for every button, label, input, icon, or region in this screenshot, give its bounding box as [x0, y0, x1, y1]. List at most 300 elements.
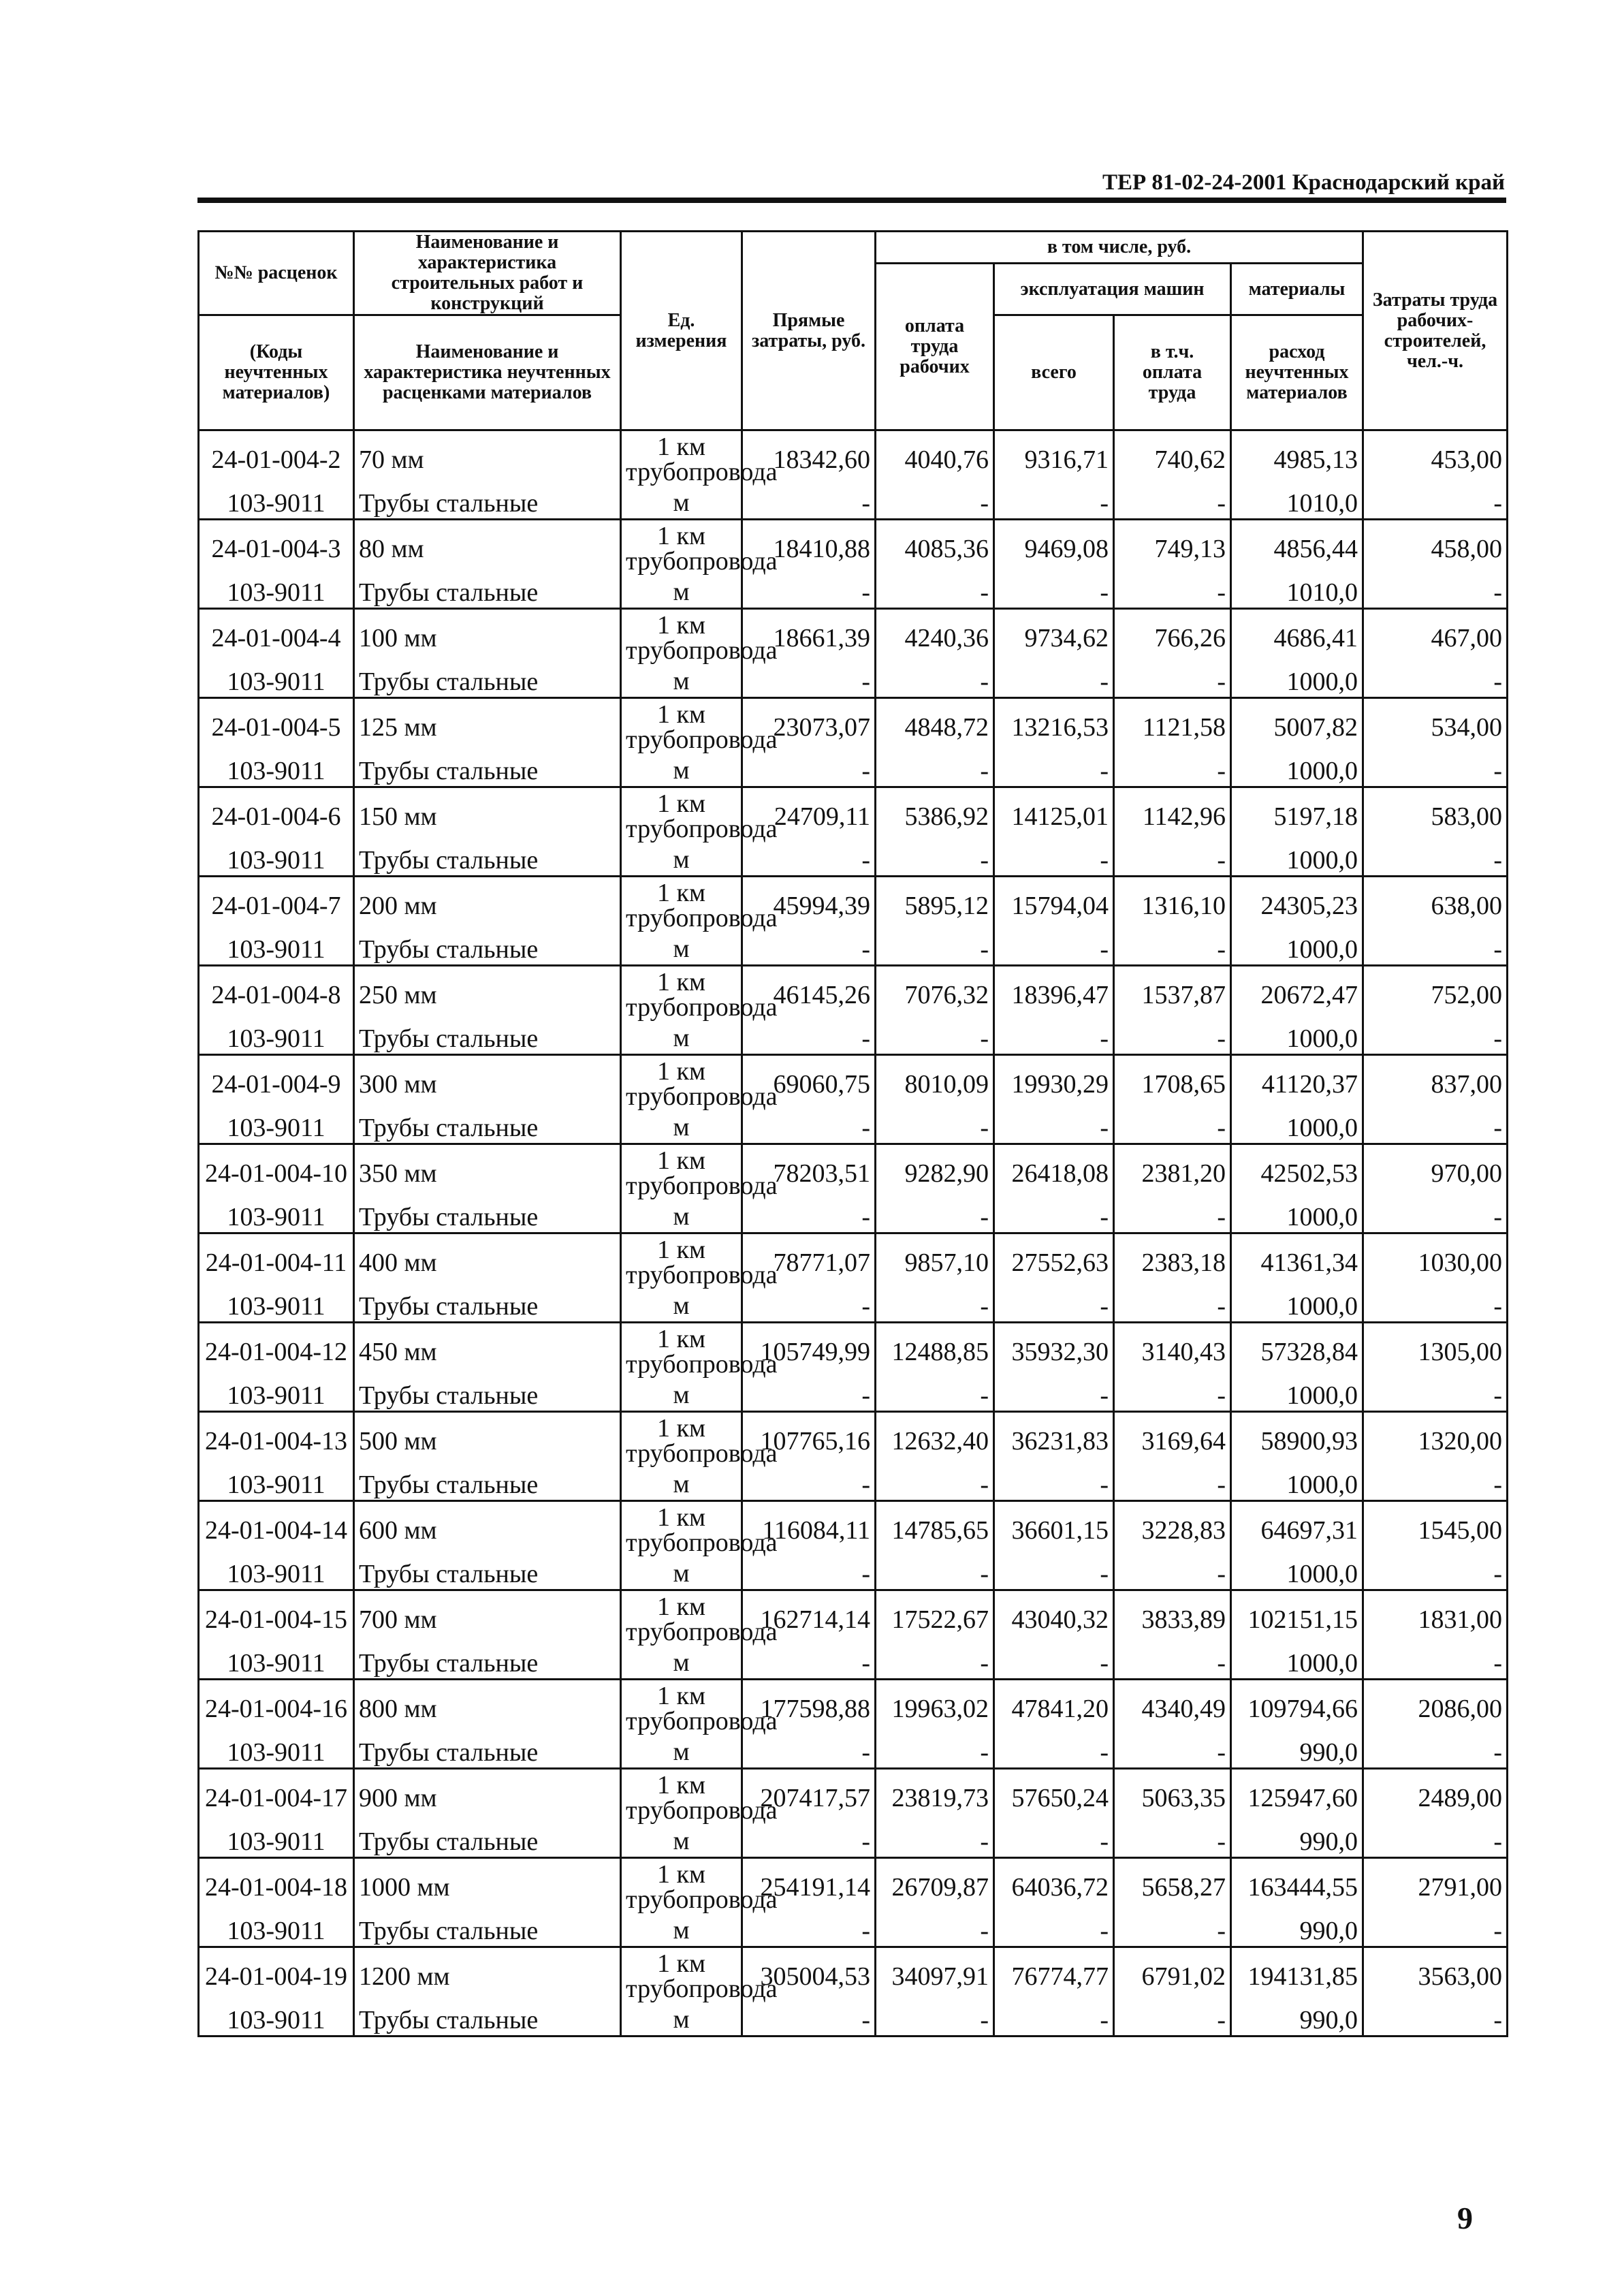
material-name: Трубы стальные [354, 1470, 621, 1501]
dash-cell: - [876, 756, 994, 787]
direct-costs: 305004,53 [742, 1947, 876, 2005]
direct-costs: 254191,14 [742, 1858, 876, 1916]
dash-cell: - [876, 1559, 994, 1590]
dash-cell: - [1114, 1024, 1231, 1055]
rates-table [197, 230, 1508, 2037]
direct-costs: 162714,14 [742, 1590, 876, 1648]
dash-cell: - [1114, 1381, 1231, 1412]
dash-cell: - [742, 934, 876, 966]
dash-cell: - [1114, 1202, 1231, 1233]
dash-cell: - [1363, 2005, 1508, 2036]
materials: 24305,23 [1231, 877, 1363, 934]
machines-total: 9316,71 [994, 430, 1114, 488]
dash-cell: - [876, 1827, 994, 1858]
table-row [199, 877, 1508, 934]
dash-cell: - [876, 578, 994, 609]
dash-cell: - [1114, 578, 1231, 609]
material-code: 103-9011 [199, 1470, 354, 1501]
table-row [199, 430, 1508, 488]
dash-cell: - [994, 1737, 1114, 1769]
material-name: Трубы стальные [354, 1648, 621, 1680]
materials: 41120,37 [1231, 1055, 1363, 1113]
header-machines-total: всего [994, 315, 1114, 430]
material-quantity: 1000,0 [1231, 1291, 1363, 1323]
materials: 4686,41 [1231, 609, 1363, 667]
dash-cell: - [876, 1113, 994, 1144]
material-code: 103-9011 [199, 2005, 354, 2036]
material-name: Трубы стальные [354, 756, 621, 787]
material-row [199, 756, 1508, 787]
work-name: 125 мм [354, 698, 621, 756]
material-quantity: 990,0 [1231, 1916, 1363, 1947]
dash-cell: - [1363, 1916, 1508, 1947]
labor-hours: 1305,00 [1363, 1323, 1508, 1381]
direct-costs: 105749,99 [742, 1323, 876, 1381]
machines-labor: 5063,35 [1114, 1769, 1231, 1827]
material-unit: м [621, 1470, 742, 1501]
machines-labor: 1316,10 [1114, 877, 1231, 934]
machines-labor: 1142,96 [1114, 787, 1231, 845]
direct-costs: 78771,07 [742, 1233, 876, 1291]
work-name: 200 мм [354, 877, 621, 934]
material-unit: м [621, 578, 742, 609]
dash-cell: - [742, 1827, 876, 1858]
dash-cell: - [1363, 1202, 1508, 1233]
material-row [199, 1470, 1508, 1501]
dash-cell: - [876, 1202, 994, 1233]
dash-cell: - [1114, 1737, 1231, 1769]
work-name: 70 мм [354, 430, 621, 488]
dash-cell: - [994, 1113, 1114, 1144]
labor-pay: 8010,09 [876, 1055, 994, 1113]
dash-cell: - [1114, 845, 1231, 877]
dash-cell: - [876, 1381, 994, 1412]
table-row [199, 1590, 1508, 1648]
labor-pay: 14785,65 [876, 1501, 994, 1559]
dash-cell: - [742, 1737, 876, 1769]
header-unit: Ед. измерения [621, 232, 742, 430]
dash-cell: - [1363, 1737, 1508, 1769]
material-unit: м [621, 1113, 742, 1144]
dash-cell: - [1363, 1648, 1508, 1680]
material-unit: м [621, 1737, 742, 1769]
material-code: 103-9011 [199, 1559, 354, 1590]
table-row [199, 966, 1508, 1024]
dash-cell: - [994, 934, 1114, 966]
material-name: Трубы стальные [354, 1202, 621, 1233]
labor-hours: 970,00 [1363, 1144, 1508, 1202]
material-unit: м [621, 1024, 742, 1055]
machines-total: 18396,47 [994, 966, 1114, 1024]
rate-code: 24-01-004-11 [199, 1233, 354, 1291]
rate-code: 24-01-004-16 [199, 1680, 354, 1737]
header-code-top: №№ расценок [199, 232, 354, 315]
machines-total: 15794,04 [994, 877, 1114, 934]
dash-cell: - [876, 1024, 994, 1055]
unit-of-measure: 1 км трубопровода [621, 609, 742, 667]
direct-costs: 78203,51 [742, 1144, 876, 1202]
material-quantity: 1000,0 [1231, 1470, 1363, 1501]
dash-cell: - [994, 756, 1114, 787]
unit-of-measure: 1 км трубопровода [621, 1947, 742, 2005]
labor-pay: 17522,67 [876, 1590, 994, 1648]
labor-pay: 7076,32 [876, 966, 994, 1024]
labor-pay: 26709,87 [876, 1858, 994, 1916]
material-quantity: 1000,0 [1231, 1559, 1363, 1590]
machines-total: 13216,53 [994, 698, 1114, 756]
labor-hours: 1545,00 [1363, 1501, 1508, 1559]
material-quantity: 1000,0 [1231, 756, 1363, 787]
dash-cell: - [876, 667, 994, 698]
labor-hours: 2086,00 [1363, 1680, 1508, 1737]
work-name: 150 мм [354, 787, 621, 845]
material-code: 103-9011 [199, 1648, 354, 1680]
dash-cell: - [1363, 578, 1508, 609]
labor-pay: 4085,36 [876, 520, 994, 578]
materials: 194131,85 [1231, 1947, 1363, 2005]
labor-hours: 837,00 [1363, 1055, 1508, 1113]
rate-code: 24-01-004-7 [199, 877, 354, 934]
header-machines: эксплуатация машин [994, 264, 1231, 315]
material-name: Трубы стальные [354, 1737, 621, 1769]
materials: 64697,31 [1231, 1501, 1363, 1559]
rate-code: 24-01-004-17 [199, 1769, 354, 1827]
labor-hours: 458,00 [1363, 520, 1508, 578]
dash-cell: - [1114, 1113, 1231, 1144]
dash-cell: - [742, 488, 876, 520]
material-unit: м [621, 1202, 742, 1233]
unit-of-measure: 1 км трубопровода [621, 787, 742, 845]
dash-cell: - [876, 1648, 994, 1680]
work-name: 900 мм [354, 1769, 621, 1827]
material-row [199, 1648, 1508, 1680]
labor-pay: 19963,02 [876, 1680, 994, 1737]
dash-cell: - [1363, 1559, 1508, 1590]
dash-cell: - [994, 1648, 1114, 1680]
direct-costs: 18661,39 [742, 609, 876, 667]
unit-of-measure: 1 км трубопровода [621, 698, 742, 756]
direct-costs: 23073,07 [742, 698, 876, 756]
material-code: 103-9011 [199, 1113, 354, 1144]
material-unit: м [621, 488, 742, 520]
rate-code: 24-01-004-14 [199, 1501, 354, 1559]
dash-cell: - [1363, 845, 1508, 877]
dash-cell: - [876, 488, 994, 520]
dash-cell: - [994, 1827, 1114, 1858]
dash-cell: - [742, 845, 876, 877]
machines-total: 36231,83 [994, 1412, 1114, 1470]
material-row [199, 667, 1508, 698]
labor-pay: 5895,12 [876, 877, 994, 934]
unit-of-measure: 1 км трубопровода [621, 430, 742, 488]
labor-pay: 34097,91 [876, 1947, 994, 2005]
direct-costs: 18410,88 [742, 520, 876, 578]
material-name: Трубы стальные [354, 1827, 621, 1858]
material-unit: м [621, 1916, 742, 1947]
direct-costs: 107765,16 [742, 1412, 876, 1470]
labor-hours: 1320,00 [1363, 1412, 1508, 1470]
table-row [199, 1680, 1508, 1737]
dash-cell: - [1114, 1916, 1231, 1947]
dash-cell: - [1363, 756, 1508, 787]
material-row [199, 1737, 1508, 1769]
table-row [199, 1858, 1508, 1916]
work-name: 600 мм [354, 1501, 621, 1559]
machines-total: 35932,30 [994, 1323, 1114, 1381]
dash-cell: - [994, 2005, 1114, 2036]
labor-hours: 752,00 [1363, 966, 1508, 1024]
material-name: Трубы стальные [354, 1559, 621, 1590]
header-name-bottom: Наименование и характеристика неучтенных расценками материалов [354, 315, 621, 430]
labor-hours: 2489,00 [1363, 1769, 1508, 1827]
rate-code: 24-01-004-9 [199, 1055, 354, 1113]
rate-code: 24-01-004-13 [199, 1412, 354, 1470]
labor-pay: 12488,85 [876, 1323, 994, 1381]
machines-total: 43040,32 [994, 1590, 1114, 1648]
work-name: 400 мм [354, 1233, 621, 1291]
unit-of-measure: 1 км трубопровода [621, 966, 742, 1024]
rate-code: 24-01-004-15 [199, 1590, 354, 1648]
materials: 4856,44 [1231, 520, 1363, 578]
dash-cell: - [994, 1381, 1114, 1412]
machines-labor: 2383,18 [1114, 1233, 1231, 1291]
unit-of-measure: 1 км трубопровода [621, 1233, 742, 1291]
unit-of-measure: 1 км трубопровода [621, 1144, 742, 1202]
material-row [199, 2005, 1508, 2036]
page-number: 9 [1457, 2201, 1473, 2235]
work-name: 1200 мм [354, 1947, 621, 2005]
table-row [199, 1947, 1508, 2005]
dash-cell: - [742, 1113, 876, 1144]
direct-costs: 24709,11 [742, 787, 876, 845]
dash-cell: - [742, 578, 876, 609]
unit-of-measure: 1 км трубопровода [621, 1055, 742, 1113]
machines-labor: 1537,87 [1114, 966, 1231, 1024]
dash-cell: - [1363, 1470, 1508, 1501]
header-code-bottom: (Коды неучтенных материалов) [199, 315, 354, 430]
material-row [199, 1916, 1508, 1947]
dash-cell: - [1114, 488, 1231, 520]
table-row [199, 1323, 1508, 1381]
dash-cell: - [876, 1470, 994, 1501]
unit-of-measure: 1 км трубопровода [621, 1590, 742, 1648]
material-name: Трубы стальные [354, 845, 621, 877]
dash-cell: - [1363, 1381, 1508, 1412]
table-row [199, 1412, 1508, 1470]
material-unit: м [621, 1559, 742, 1590]
machines-labor: 6791,02 [1114, 1947, 1231, 2005]
machines-labor: 1708,65 [1114, 1055, 1231, 1113]
material-code: 103-9011 [199, 578, 354, 609]
material-name: Трубы стальные [354, 1916, 621, 1947]
dash-cell: - [742, 1648, 876, 1680]
rate-code: 24-01-004-18 [199, 1858, 354, 1916]
dash-cell: - [1114, 1827, 1231, 1858]
material-unit: м [621, 756, 742, 787]
labor-hours: 1030,00 [1363, 1233, 1508, 1291]
dash-cell: - [994, 845, 1114, 877]
rate-code: 24-01-004-6 [199, 787, 354, 845]
dash-cell: - [1114, 667, 1231, 698]
table-row [199, 609, 1508, 667]
dash-cell: - [1363, 1291, 1508, 1323]
direct-costs: 116084,11 [742, 1501, 876, 1559]
table-row [199, 520, 1508, 578]
materials: 163444,55 [1231, 1858, 1363, 1916]
machines-total: 57650,24 [994, 1769, 1114, 1827]
machines-labor: 1121,58 [1114, 698, 1231, 756]
material-row [199, 845, 1508, 877]
machines-labor: 3228,83 [1114, 1501, 1231, 1559]
work-name: 80 мм [354, 520, 621, 578]
work-name: 100 мм [354, 609, 621, 667]
machines-total: 36601,15 [994, 1501, 1114, 1559]
header-materials-unaccounted: расход неучтенных материалов [1231, 315, 1363, 430]
dash-cell: - [742, 1381, 876, 1412]
work-name: 250 мм [354, 966, 621, 1024]
material-row [199, 1024, 1508, 1055]
material-row [199, 1113, 1508, 1144]
materials: 4985,13 [1231, 430, 1363, 488]
labor-pay: 23819,73 [876, 1769, 994, 1827]
machines-total: 14125,01 [994, 787, 1114, 845]
labor-hours: 534,00 [1363, 698, 1508, 756]
table-row [199, 1769, 1508, 1827]
material-quantity: 1000,0 [1231, 1113, 1363, 1144]
machines-total: 47841,20 [994, 1680, 1114, 1737]
labor-hours: 3563,00 [1363, 1947, 1508, 2005]
unit-of-measure: 1 км трубопровода [621, 1858, 742, 1916]
labor-hours: 453,00 [1363, 430, 1508, 488]
material-unit: м [621, 1648, 742, 1680]
header-materials: материалы [1231, 264, 1363, 315]
machines-labor: 3833,89 [1114, 1590, 1231, 1648]
machines-labor: 749,13 [1114, 520, 1231, 578]
work-name: 800 мм [354, 1680, 621, 1737]
dash-cell: - [742, 1470, 876, 1501]
material-quantity: 1000,0 [1231, 845, 1363, 877]
machines-total: 26418,08 [994, 1144, 1114, 1202]
material-code: 103-9011 [199, 1381, 354, 1412]
dash-cell: - [994, 488, 1114, 520]
material-row [199, 1827, 1508, 1858]
dash-cell: - [876, 1737, 994, 1769]
dash-cell: - [994, 667, 1114, 698]
material-code: 103-9011 [199, 1827, 354, 1858]
machines-total: 27552,63 [994, 1233, 1114, 1291]
dash-cell: - [742, 756, 876, 787]
material-name: Трубы стальные [354, 1113, 621, 1144]
header-name-top: Наименование и характеристика строительных работ и конструкций [354, 232, 621, 315]
rate-code: 24-01-004-5 [199, 698, 354, 756]
work-name: 500 мм [354, 1412, 621, 1470]
table-row [199, 1233, 1508, 1291]
unit-of-measure: 1 км трубопровода [621, 1412, 742, 1470]
dash-cell: - [1114, 1291, 1231, 1323]
material-quantity: 990,0 [1231, 2005, 1363, 2036]
dash-cell: - [742, 1202, 876, 1233]
dash-cell: - [742, 1291, 876, 1323]
dash-cell: - [994, 1291, 1114, 1323]
dash-cell: - [1363, 1024, 1508, 1055]
labor-hours: 467,00 [1363, 609, 1508, 667]
unit-of-measure: 1 км трубопровода [621, 877, 742, 934]
labor-pay: 9282,90 [876, 1144, 994, 1202]
labor-hours: 638,00 [1363, 877, 1508, 934]
material-code: 103-9011 [199, 1291, 354, 1323]
unit-of-measure: 1 км трубопровода [621, 520, 742, 578]
dash-cell: - [876, 2005, 994, 2036]
machines-labor: 3169,64 [1114, 1412, 1231, 1470]
material-row [199, 1559, 1508, 1590]
material-code: 103-9011 [199, 488, 354, 520]
table-row [199, 1501, 1508, 1559]
dash-cell: - [1363, 934, 1508, 966]
dash-cell: - [994, 578, 1114, 609]
table-row [199, 787, 1508, 845]
dash-cell: - [994, 1559, 1114, 1590]
rate-code: 24-01-004-2 [199, 430, 354, 488]
machines-total: 9734,62 [994, 609, 1114, 667]
material-code: 103-9011 [199, 1737, 354, 1769]
materials: 125947,60 [1231, 1769, 1363, 1827]
labor-hours: 583,00 [1363, 787, 1508, 845]
machines-labor: 766,26 [1114, 609, 1231, 667]
material-unit: м [621, 667, 742, 698]
material-quantity: 1000,0 [1231, 667, 1363, 698]
table-row [199, 1055, 1508, 1113]
direct-costs: 46145,26 [742, 966, 876, 1024]
dash-cell: - [1363, 1827, 1508, 1858]
direct-costs: 45994,39 [742, 877, 876, 934]
material-name: Трубы стальные [354, 667, 621, 698]
rate-code: 24-01-004-19 [199, 1947, 354, 2005]
material-name: Трубы стальные [354, 1291, 621, 1323]
unit-of-measure: 1 км трубопровода [621, 1323, 742, 1381]
direct-costs: 177598,88 [742, 1680, 876, 1737]
materials: 42502,53 [1231, 1144, 1363, 1202]
machines-labor: 5658,27 [1114, 1858, 1231, 1916]
header-machines-labor: в т.ч. оплата труда [1114, 315, 1231, 430]
material-row [199, 1291, 1508, 1323]
material-name: Трубы стальные [354, 2005, 621, 2036]
dash-cell: - [1114, 1559, 1231, 1590]
material-quantity: 1010,0 [1231, 578, 1363, 609]
header-labor-cost: Затраты труда рабочих-строителей, чел.-ч. [1363, 232, 1508, 430]
dash-cell: - [1114, 1470, 1231, 1501]
dash-cell: - [1114, 1648, 1231, 1680]
materials: 109794,66 [1231, 1680, 1363, 1737]
dash-cell: - [1114, 2005, 1231, 2036]
dash-cell: - [994, 1916, 1114, 1947]
work-name: 350 мм [354, 1144, 621, 1202]
labor-pay: 12632,40 [876, 1412, 994, 1470]
material-row [199, 1202, 1508, 1233]
header-direct-costs: Прямые затраты, руб. [742, 232, 876, 430]
materials: 41361,34 [1231, 1233, 1363, 1291]
material-unit: м [621, 845, 742, 877]
dash-cell: - [742, 667, 876, 698]
dash-cell: - [994, 1470, 1114, 1501]
material-row [199, 1381, 1508, 1412]
material-row [199, 488, 1508, 520]
dash-cell: - [876, 1916, 994, 1947]
direct-costs: 18342,60 [742, 430, 876, 488]
machines-labor: 3140,43 [1114, 1323, 1231, 1381]
labor-pay: 4240,36 [876, 609, 994, 667]
labor-pay: 4848,72 [876, 698, 994, 756]
table-header [199, 232, 1508, 430]
